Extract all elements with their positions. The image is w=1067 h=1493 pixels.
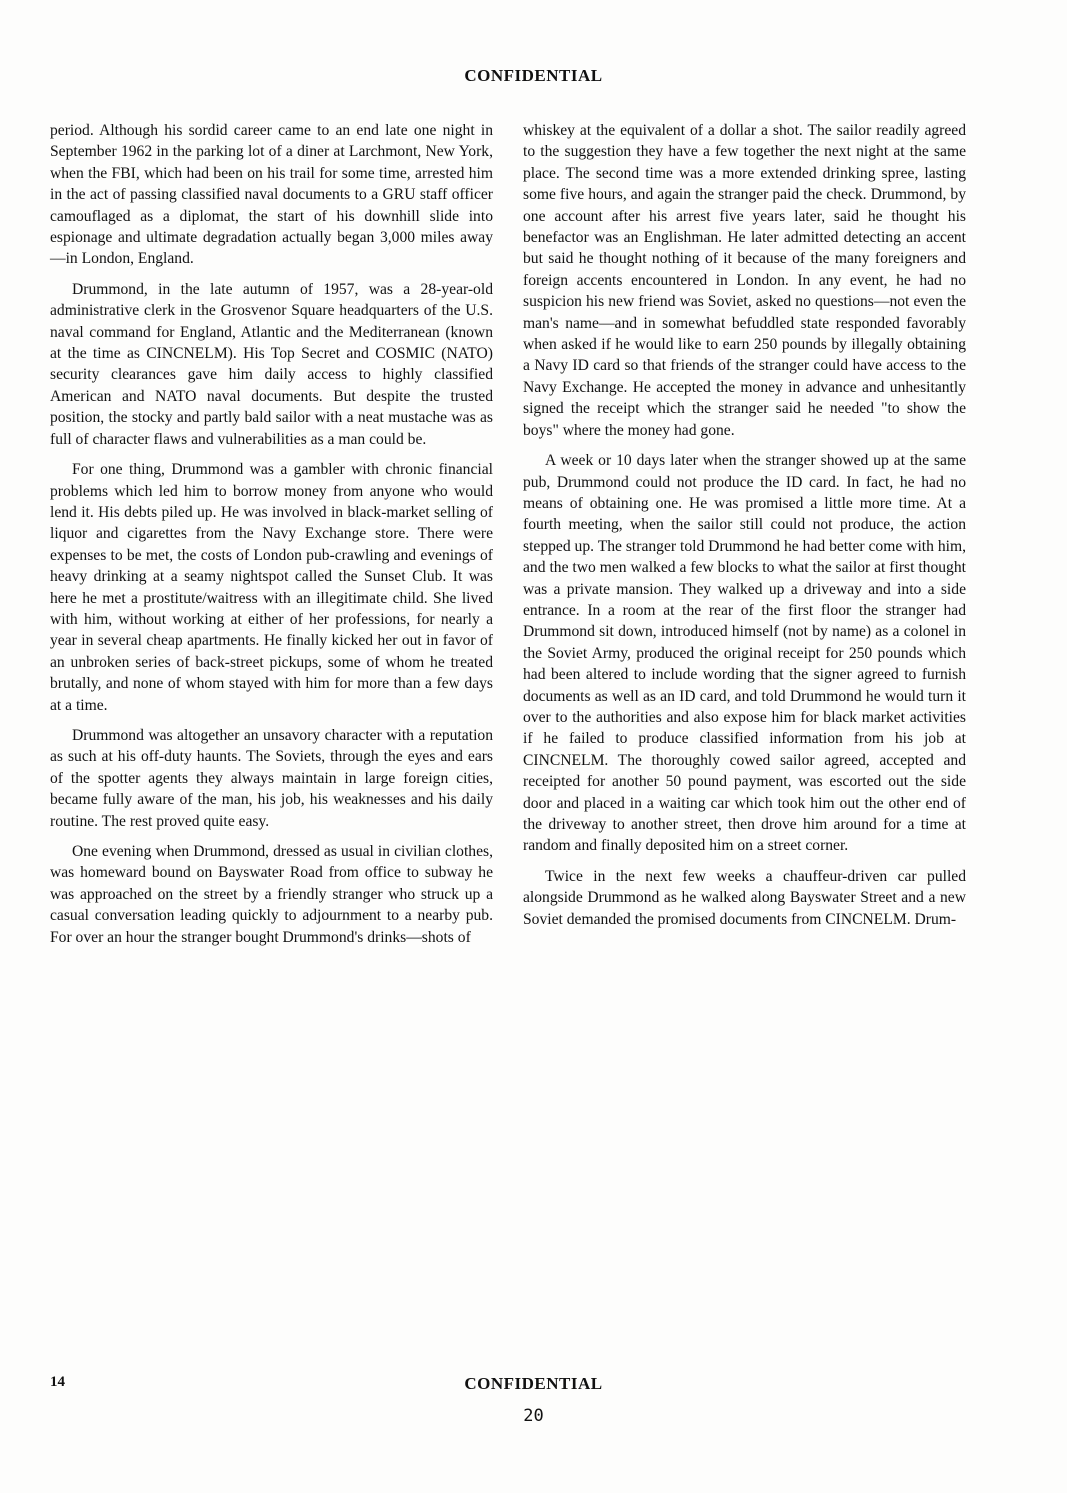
paragraph: whiskey at the equivalent of a dollar a shot. The sailor readily agreed to the suggestion they have a few together the next night at the same place. The second time was a more extended drinking spree, lasting some five hours, and again the stranger paid the check. Drummond, by one account after his arrest five years later, said he thought his benefactor was an Englishman. He later admitted detecting an accent but said he thought nothing of it because of the many foreigners and foreign accents encountered in London. In any event, he had no suspicion his new friend was Soviet, asked no questions—not even the man's name—and in somewhat befuddled state responded favorably when asked if he would like to earn 250 pounds by illegally obtaining a Navy ID card so that friends of the stranger could have access to the Navy Exchange. He accepted the money in advance and unhesitantly signed the receipt which the stranger said he needed "to show the boys" where the money had gone. (523, 122, 966, 439)
paragraph: Drummond, in the late autumn of 1957, was a 28-year-old administrative clerk in the Grosvenor Square headquarters of the U.S. naval command for England, Atlantic and the Mediterranean (known at the time as CINCNELM). His Top Secret and COSMIC (NATO) security clearances gave him daily access to highly classified American and NATO naval documents. But despite the trusted position, the stocky and partly bald sailor with a neat mustache was as full of character flaws and vulnerabilities as a man could be. (50, 280, 493, 448)
right-column (523, 120, 966, 939)
paragraph: Drummond was altogether an unsavory character with a reputation as such at his off-duty haunts. The Soviets, through the eyes and ears of the spotter agents they always maintain in large foreign cities, became fully aware of the man, his job, his weaknesses and his daily routine. The rest proved quite easy. (50, 726, 493, 830)
footer-classification: CONFIDENTIAL (464, 1374, 603, 1393)
paragraph: For one thing, Drummond was a gambler with chronic financial problems which led him to borrow money from anyone who would lend it. His debts piled up. He was involved in black-market selling of liquor and cigarettes from the Navy Exchange store. There were expenses to be met, the costs of London pub-crawling and evenings of heavy drinking at a seamy nightspot called the Sunset Club. It was here he met a prostitute/waitress with an illegitimate child. She lived with him, without working at either of her professions, for nearly a year in several cheap apartments. He finally kicked her out in favor of an unbroken series of back-street pickups, some of whom he treated brutally, and none of whom stayed with him for more than a few days at a time. (50, 461, 493, 714)
paragraph: A week or 10 days later when the stranger showed up at the same pub, Drummond could not produce the ID card. In fact, he had no means of obtaining one. He was promised a little more time. At a fourth meeting, when the sailor still could not produce, the action stepped up. The stranger told Drummond he had better come with him, and the two men walked a few blocks to what the sailor at first thought was a private mansion. They walked up a driveway and into a side entrance. In a room at the rear of the first floor the stranger had Drummond sit down, introduced himself (not by name) as a colonel in the Soviet Army, produced the original receipt for 250 pounds which had been altered to include wording that the signer agreed to furnish documents as well as an ID card, and told Drummond he would turn it over to the authorities and also expose him for black market activities if he failed to produce classified information from his job at CINCNELM. The thoroughly cowed sailor agreed, accepted and receipted for another 50 pound payment, was escorted out the side door and placed in a waiting car which took him out the other end of the driveway to another street, then drove him around for a time at random and finally deposited him on a street corner. (523, 452, 966, 855)
page-number: 14 (50, 1374, 65, 1390)
paragraph: period. Although his sordid career came to an end late one night in September 1962 in the parking lot of a diner at Larchmont, New York, when the FBI, which had been on his trail for some time, arrested him in the act of passing classified naval documents to a GRU staff officer camouflaged as a diplomat, the start of his downhill slide into espionage and ultimate degradation actually began 3,000 miles away—in London, England. (50, 122, 493, 268)
left-column (50, 120, 493, 957)
header-classification: CONFIDENTIAL (464, 66, 603, 85)
sheet-number: 20 (523, 1406, 544, 1426)
paragraph: One evening when Drummond, dressed as usual in civilian clothes, was homeward bound on Bayswater Road from office to subway he was approached on the street by a friendly stranger who struck up a casual conversation leading quickly to adjournment to a nearby pub. For over an hour the stranger bought Drummond's drinks—shots of (50, 843, 493, 946)
paragraph: Twice in the next few weeks a chauffeur-driven car pulled alongside Drummond as he walked along Bayswater Street and a new Soviet demanded the promised documents from CINCNELM. Drum- (523, 867, 966, 928)
